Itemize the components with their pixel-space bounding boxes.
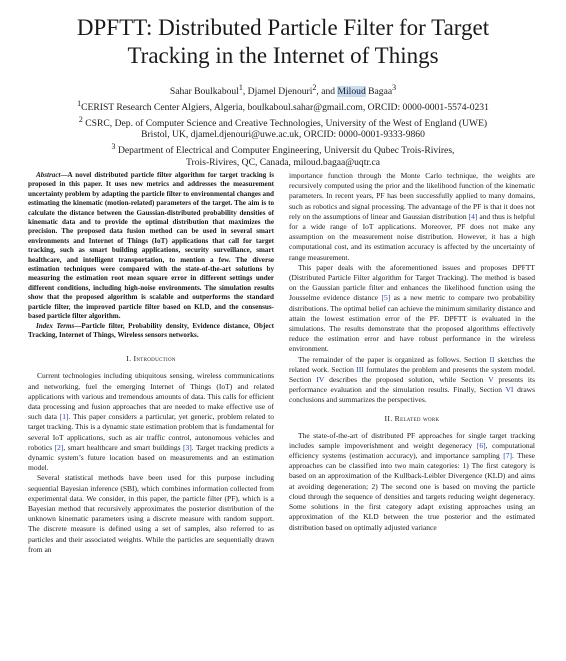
affiliation-1: $^1$CERIST Research Center Algiers, Algeria, boulkaboul.sahar@gmail.com, ORCID: 0000-0001-5574-0231 bbox=[77, 98, 489, 113]
section-link[interactable]: V bbox=[488, 375, 494, 385]
right-column bbox=[289, 171, 535, 533]
index-terms: Index Terms—Particle filter, Probability density, Evidence distance, Object Tracking, Internet of Things, Wireless sensors networks. bbox=[28, 321, 275, 339]
title-line-2: Tracking in the Internet of Things bbox=[127, 43, 439, 68]
author-3-rest: Bagaa bbox=[365, 86, 393, 98]
author-1: Sahar Boulkaboul bbox=[169, 86, 239, 98]
section-link[interactable]: III bbox=[356, 364, 364, 374]
intro-paragraph-2: Several statistical methods have been used for this purpose including sequential Bayesian inference (SBI), which combines information collected from experimental data. We consider, in this paper, the particle filter (PF), which is a Bayesian method that recursively approximates the posterior distribution of the unknown kinematic parameters using a discrete measure with random support. The discrete measure is defined using a set of samples, also referred to as particles and their associated weights. While the particles are sequentially drawn from an bbox=[28, 473, 274, 554]
author-block bbox=[0, 82, 566, 168]
section-link[interactable]: IV bbox=[316, 375, 325, 385]
section-link[interactable]: VI bbox=[505, 385, 514, 395]
related-work-paragraph: The state-of-the-art of distributed PF approaches for single target tracking includes sample impoverishment and weight degeneracy [6], computational efficiency systems (estimation accuracy), and importance sampling [7]. These approaches can be classified into two main categories: 1) The first category is based on an approximation of the Kullback-Leibler Divergence (KLD) and aims at avoiding degeneration; 2) The second one is based on moving the particle cloud through the sequence of densities and targets reducing weight degeneracy. Some solutions in the first category adapt existing approaches using an approximation of the KLD between the true posterior and the estimated distribution based on optimally adjusted variance bbox=[289, 430, 535, 532]
right-paragraph-1: importance function through the Monte Carlo technique, the weights are recursively computed using the prior and the likelihood function of the kinematic parameters. In recent years, PF has been successfully applied to many domains, such as robotics and signal processing. The advantage of the PF is that it does not rely on the assumptions of linear and Gaussian distribution [4] and thus is helpful for a wide range of IoT applications. Moreover, PF does not make any assumption on the measurement noise distribution. However, it has a high computational cost, and its estimation accuracy is affected by the uncertainty of range measurement. bbox=[289, 171, 536, 262]
author-3-highlight[interactable]: Miloud bbox=[337, 86, 366, 98]
author-1-sup: 1 bbox=[238, 83, 243, 92]
right-paragraph-2: This paper deals with the aforementioned issues and proposes DPFTT (Distributed Particle Filter algorithm for Target Tracking). The method is based on the Gaussian particle filter and enhances the likelihood function using the Jousselme evidence distance [5] as a new metric to compare two probability distributions. The optimal belief can achieve the minimum similarity distance and attain the lowest estimation error of the PF. DPFTT is evaluated in the simulations. The results demonstrate that the proposed algorithms effectively reduce the estimation error and have robust performance in the wireless environment. bbox=[289, 262, 535, 354]
left-column bbox=[28, 171, 274, 555]
author-2: Djamel Djenouri bbox=[247, 86, 313, 98]
section-heading-introduction: I. Introduction bbox=[126, 354, 176, 364]
affiliation-2: $^2$ CSRC, Dep. of Computer Science and Creative Technologies, University of the West of England (UWE) bbox=[78, 114, 488, 129]
abstract: Abstract—A novel distributed particle filter algorithm for target tracking is proposed in this paper. It uses new metrics and addresses the measurement uncertainty problem by adapting the particle filter to environmental changes and estimating the kinematic (motion-related) parameters of the target. The aim is to calculate the distance between the Gaussian-distributed probability densities of kinematic data and to provide the optimal distribution that maximizes the precision. The proposed data fusion method can be used in several smart environments and Internet of Things (IoT) applications that call for target tracking, such as smart building applications, security surveillance, smart healthcare, and intelligent transportation, to mention a few. The diverse estimation techniques were compared with the state-of-the-art solutions by measuring the estimation root mean square error in different settings under different conditions, including high-noise environments. The simulation results show that the proposed algorithm is scalable and outperforms the standard particle filter, the improved particle filter based on KLD, and the consensus-based particle filter algorithm. bbox=[28, 171, 274, 321]
section-heading-related-work: II. Related work bbox=[384, 413, 440, 423]
title-line-1: DPFTT: Distributed Particle Filter for Target bbox=[76, 15, 490, 40]
author-names: Sahar Boulkaboul$^1$, Djamel Djenouri$^2$, and Miloud Bagaa$^3$ bbox=[169, 83, 397, 98]
paper-title bbox=[0, 14, 566, 70]
section-link[interactable]: II bbox=[489, 354, 495, 364]
right-paragraph-3: The remainder of the paper is organized as follows. Section II sketches the related work. Section III formulates the problem and presents the system model. Section IV describes the proposed solution, while Section V presents its performance evaluation and the simulation results. Finally, Section VI draws conclusions and summarizes the perspectives. bbox=[289, 354, 536, 405]
citation-link[interactable]: [6] bbox=[476, 440, 486, 450]
affiliation-3-cont: Trois-Rivires, QC, Canada, miloud.bagaa@uqtr.ca bbox=[186, 156, 380, 168]
intro-paragraph-1: Current technologies including ubiquitous sensing, wireless communications and networking, fuel the emerging Internet of Things (IoT) and related applications with various and tremendous amounts of data. This calls for efficient data processing and fusion approaches that are needed to make effective use of such data [1]. This paper considers a particular, yet generic, problem related to target tracking. This is a dynamic state estimation problem that is fundamental for several IoT applications, such as air traffic control, autonomous vehicles and robotics [2], smart healthcare and smart buildings [3]. Target tracking predicts a dynamic system’s future location based on measurements and an estimation model. bbox=[28, 371, 275, 473]
author-3-sup: 3 bbox=[392, 83, 397, 92]
affiliation-2-cont: Bristol, UK, djamel.djenouri@uwe.ac.uk, ORCID: 0000-0001-9333-9860 bbox=[141, 129, 425, 141]
affiliation-3: $^3$ Department of Electrical and Computer Engineering, Universit du Qubec Trois-Rivires, bbox=[111, 141, 455, 157]
citation-link[interactable]: [1] bbox=[59, 412, 69, 422]
citation-link[interactable]: [2] bbox=[54, 442, 64, 452]
author-conj: , and bbox=[316, 86, 338, 98]
citation-link[interactable]: [7] bbox=[503, 451, 512, 461]
citation-link[interactable]: [3] bbox=[183, 442, 192, 452]
author-2-sup: 2 bbox=[312, 83, 317, 92]
citation-link[interactable]: [5] bbox=[381, 293, 391, 303]
citation-link[interactable]: [4] bbox=[468, 211, 478, 221]
